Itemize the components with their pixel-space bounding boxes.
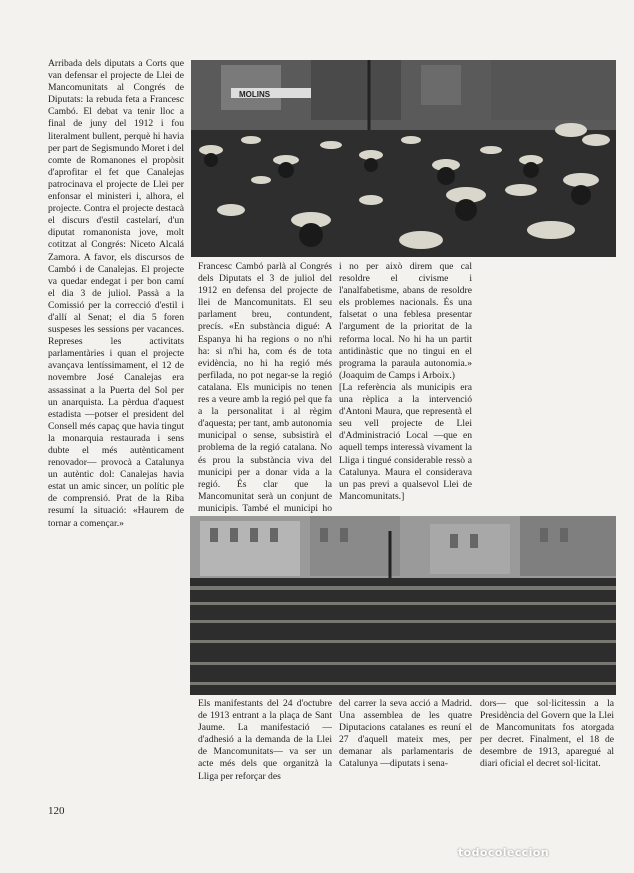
maura-note: [La referència als municipis era una rèplica a la intervenció d'Antoni Maura, que representà el seu vell projecte de Llei d'Administració Local —que en aquell temps interessà vivament la Lliga i tingué considerable ressò a Catalunya. Maura el considerava un pas previ a qualsevol Llei de Mancomunitats.]	[339, 381, 472, 502]
caption-column-1	[198, 698, 332, 783]
caption-text-3: dors— que sol·licitessin a la Presidència del Govern que la Llei de Mancomunitats fos atorgada per decret. Finalment, el 18 de desembre de 1913, aparegué al diari oficial el decret sol·licitat.	[480, 698, 614, 770]
cambo-speech-text: Francesc Cambó parlà al Congrés dels Diputats el 3 de juliol del 1912 en defensa del projecte de llei de Mancomunitats. El seu parlament breu, contundent, precís. «En substància digué: A Espanya hi ha regions o no n'hi ha: si n'hi ha, com és de tota evidència, no hi ha regió més perfilada, no pot negar-se la regió catalana. Els municipis no tenen res a veure amb la regió pel que fa a la personalitat i al règim d'aquesta; per tant, amb autonomia municipal o sense, subsistirà el problema de la regió catalana. No és prou la substància viva del municipi per a donar vida a la regió. És clar que la Mancomunitat serà un conjunt de municipis. També el municipi ho	[198, 261, 332, 514]
middle-column-a	[198, 261, 332, 527]
caption-text-1: Els manifestants del 24 d'octubre de 1913 entrant a la plaça de Sant Jaume. La manifestació —d'adhesió a la demanda de la Llei de Mancomunitats— va ser un acte més dels que organitzà la Lliga per reforçar des	[198, 698, 332, 782]
crowd-photo-square	[190, 516, 616, 695]
middle-column-b	[339, 261, 472, 503]
page-number: 120	[48, 805, 65, 817]
watermark-logo: todocoleccion	[458, 846, 549, 859]
speech-continuation: i no per això direm que cal resoldre el civisme i l'analfabetisme, abans de resoldre els problemes nacionals. És una falsetat o una feblesa presentar l'argument de la prioritat de la reforma local. No hi ha un partit antidinàstic que no tingui en el programa la paraula autonomia.» (Joaquim de Camps i Arboix.)	[339, 261, 472, 381]
caption-text-2: del carrer la seva acció a Madrid. Una assemblea de les quatre Diputacions catalanes es reuní el 27 d'aquell mateix mes, per demanar als parlamentaris de Catalunya —diputats i sena-	[339, 698, 472, 770]
caption-column-2	[339, 698, 472, 771]
left-column-text	[48, 58, 184, 530]
caption-column-3	[480, 698, 614, 771]
crowd-photo-top	[191, 60, 616, 257]
left-paragraph: Arribada dels diputats a Corts que van defensar el projecte de Llei de Mancomunitats al Congrés de Diputats: la rebuda feta a Francesc Cambó. El debat va tenir lloc a final de juny del 1912 i fou literalment bullent, perquè hi havia per part de Segismundo Moret i del comte de Romanones el propòsit d'aprofitar el fet que Canalejas patrocinava el projecte de Llei per enfonsar el ministeri i, alhora, el projecte. Contra el projecte destacà el discurs d'estil castelarí, d'un diputat romanonista jove, molt cotitzat al Congrés: Niceto Alcalá Zamora. A favor, els discursos de Cambó i de Canalejas. El projecte va quedar endegat i per bon camí el dia 3 de juliol. Passà a la Comissió per la correcció d'estil i d'allí al Senat; el dia 5 foren suspeses les sessions per vacances. Represes les activitats parlamentàries i quan el projecte avançava lentíssimament, el 12 de novembre José Canalejas era assassinat a la Puerta del Sol per un anarquista. La pèrdua d'aquest estadista —potser el president del Consell més capaç que havia tingut la monarquia restaurada i sens dubte el més autènticament renovador— provocà a Catalunya un autèntic dol: Canalejas havia estat un amic sincer, un polític ple de comprensió. Prat de la Riba resumí la situació: «Haurem de tornar a començar.»	[48, 58, 184, 529]
shop-sign: MOLINS	[239, 90, 271, 99]
